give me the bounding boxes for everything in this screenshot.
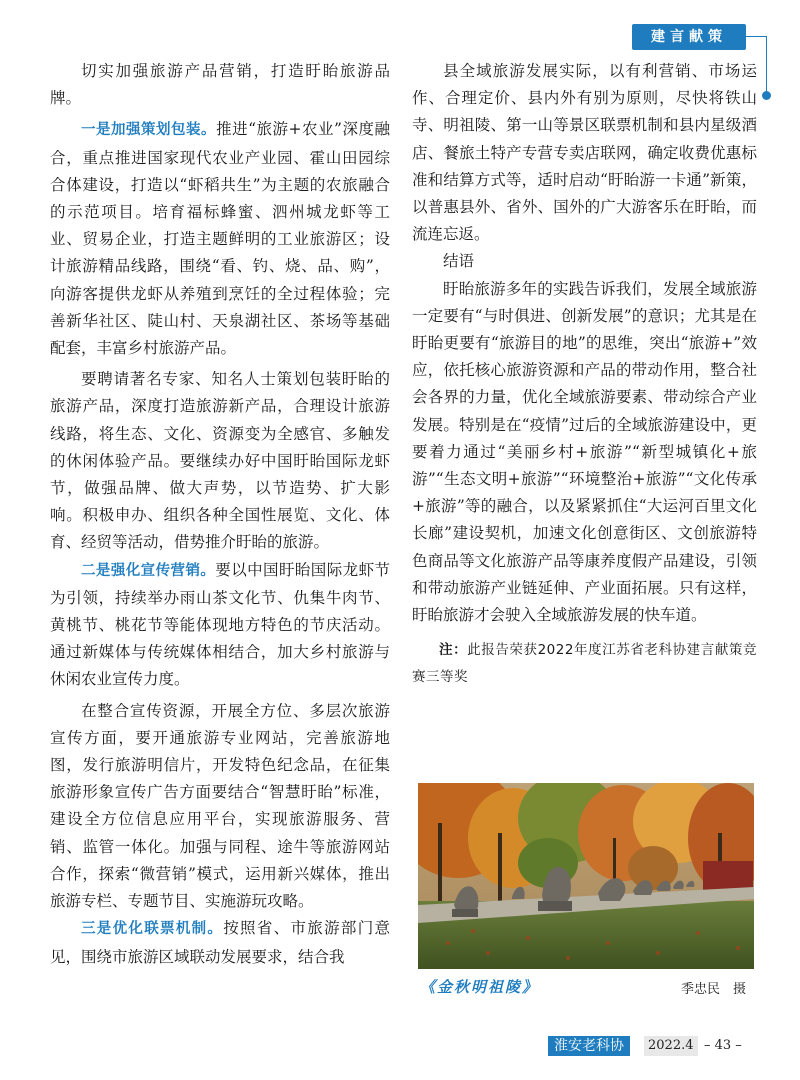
paragraph [50, 915, 390, 970]
paragraph: 在整合宣传资源，开展全方位、多层次旅游宣传方面，要开通旅游专业网站，完善旅游地图，发行旅游明信片，开发特色纪念品，在征集旅游形象宣传广告方面要结合“智慧盱眙”标准，建设全方位信息应用平台，实现旅游服务、营销、监管一体化。加强与同程、途牛等旅游网站合作，探索“微营销”模式，运用新兴媒体，推出旅游专栏、专题节目、实施游玩攻略。 [50, 701, 390, 911]
subheading: 三是优化联票机制。 [81, 921, 224, 938]
paragraph-text: 按照省、市旅游部门意见，围绕市旅游区域联动发展要求，结合我 [50, 919, 390, 966]
paragraph [50, 557, 390, 694]
tag-connector-line [746, 36, 766, 37]
paragraph: 切实加强旅游产品营销，打造盱眙旅游品牌。 [50, 62, 390, 108]
photo-illustration [418, 783, 754, 969]
right-column [412, 58, 757, 691]
issue-number: 2022.4 [644, 1036, 698, 1056]
paragraph: 县全域旅游发展实际，以有利营销、市场运作、合理定价、县内外有别为原则，尽快将铁山寺、明祖陵、第一山等景区联票机制和县内星级酒店、餐旅土特产专营专卖店联网，确定收费优惠标准和结算方式等，适时启动“盱眙游一卡通”新策，以普惠县外、省外、国外的广大游客乐在盱眙，而流连忘返。 [412, 62, 757, 244]
tag-connector-vertical [766, 36, 767, 93]
award-note [412, 637, 757, 691]
note-text: 此报告荣获2022年度江苏省老科协建言献策竞赛三等奖 [412, 642, 758, 686]
paragraph-text: 推进“旅游+农业”深度融合，重点推进国家现代农业产业园、霍山田园综合体建设，打造以“虾稻共生”为主题的农旅融合的示范项目。培育福标蜂蜜、泗州城龙虾等工业、贸易企业，打造主题鲜明的工业旅游区；设计旅游精品线路，围绕“看、钓、烧、品、购”，向游客提供龙虾从养殖到烹饪的全过程体验；完善新华社区、陡山村、天泉湖社区、茶场等基础配套，丰富乡村旅游产品。 [50, 120, 391, 358]
photo-credit: 季忠民 摄 [680, 982, 746, 997]
paragraph: 盱眙旅游多年的实践告诉我们，发展全域旅游一定要有“与时俱进、创新发展”的意识；尤其是在盱眙更要有“旅游目的地”的思维，突出“旅游+”效应，依托核心旅游资源和产品的带动作用，整合社会各界的力量，优化全域旅游要素、带动综合产业发展。特别是在“疫情”过后的全域旅游建设中，更要着力通过“美丽乡村+旅游”“新型城镇化+旅游”“生态文明+旅游”“环境整治+旅游”“文化传承+旅游”等的融合，以及紧紧抓住“大运河百里文化长廊”建设契机，加速文化创意街区、文创旅游特色商品等文化旅游产品等康养度假产品建设，引领和带动旅游产业链延伸、产业面拓展。只有这样，盱眙旅游才会驶入全域旅游发展的快车道。 [412, 279, 757, 625]
publication-name: 淮安老科协 [548, 1036, 630, 1056]
left-column [50, 58, 390, 971]
section-heading: 结语 [443, 252, 475, 271]
page-number: – 43 – [704, 1038, 742, 1053]
caption-title: 《金秋明祖陵》 [420, 978, 540, 996]
paragraph-text: 要以中国盱眙国际龙虾节为引领，持续举办雨山茶文化节、仇集牛肉节、黄桃节、桃花节等能体现地方特色的节庆活动。通过新媒体与传统媒体相结合，加大乡村旅游与休闲农业宣传力度。 [50, 560, 390, 689]
section-tag: 建言献策 [632, 24, 746, 50]
subheading: 一是加强策划包装。 [81, 122, 217, 139]
paragraph [50, 116, 390, 362]
subheading: 二是强化宣传营销。 [81, 562, 216, 579]
paragraph: 要聘请著名专家、知名人士策划包装盱眙的旅游产品，深度打造旅游新产品，合理设计旅游线路，将生态、文化、资源变为全感官、多触发的休闲体验产品。要继续办好中国盱眙国际龙虾节，做强品牌、做大声势，以节造势、扩大影响。积极申办、组织各种全国性展览、文化、体育、经贸等活动，借势推介盱眙的旅游。 [50, 370, 390, 552]
tag-dot-icon [762, 91, 771, 100]
note-label: 注： [439, 642, 468, 659]
photo-caption [418, 974, 754, 1002]
photo-ming-tombs [418, 783, 754, 969]
